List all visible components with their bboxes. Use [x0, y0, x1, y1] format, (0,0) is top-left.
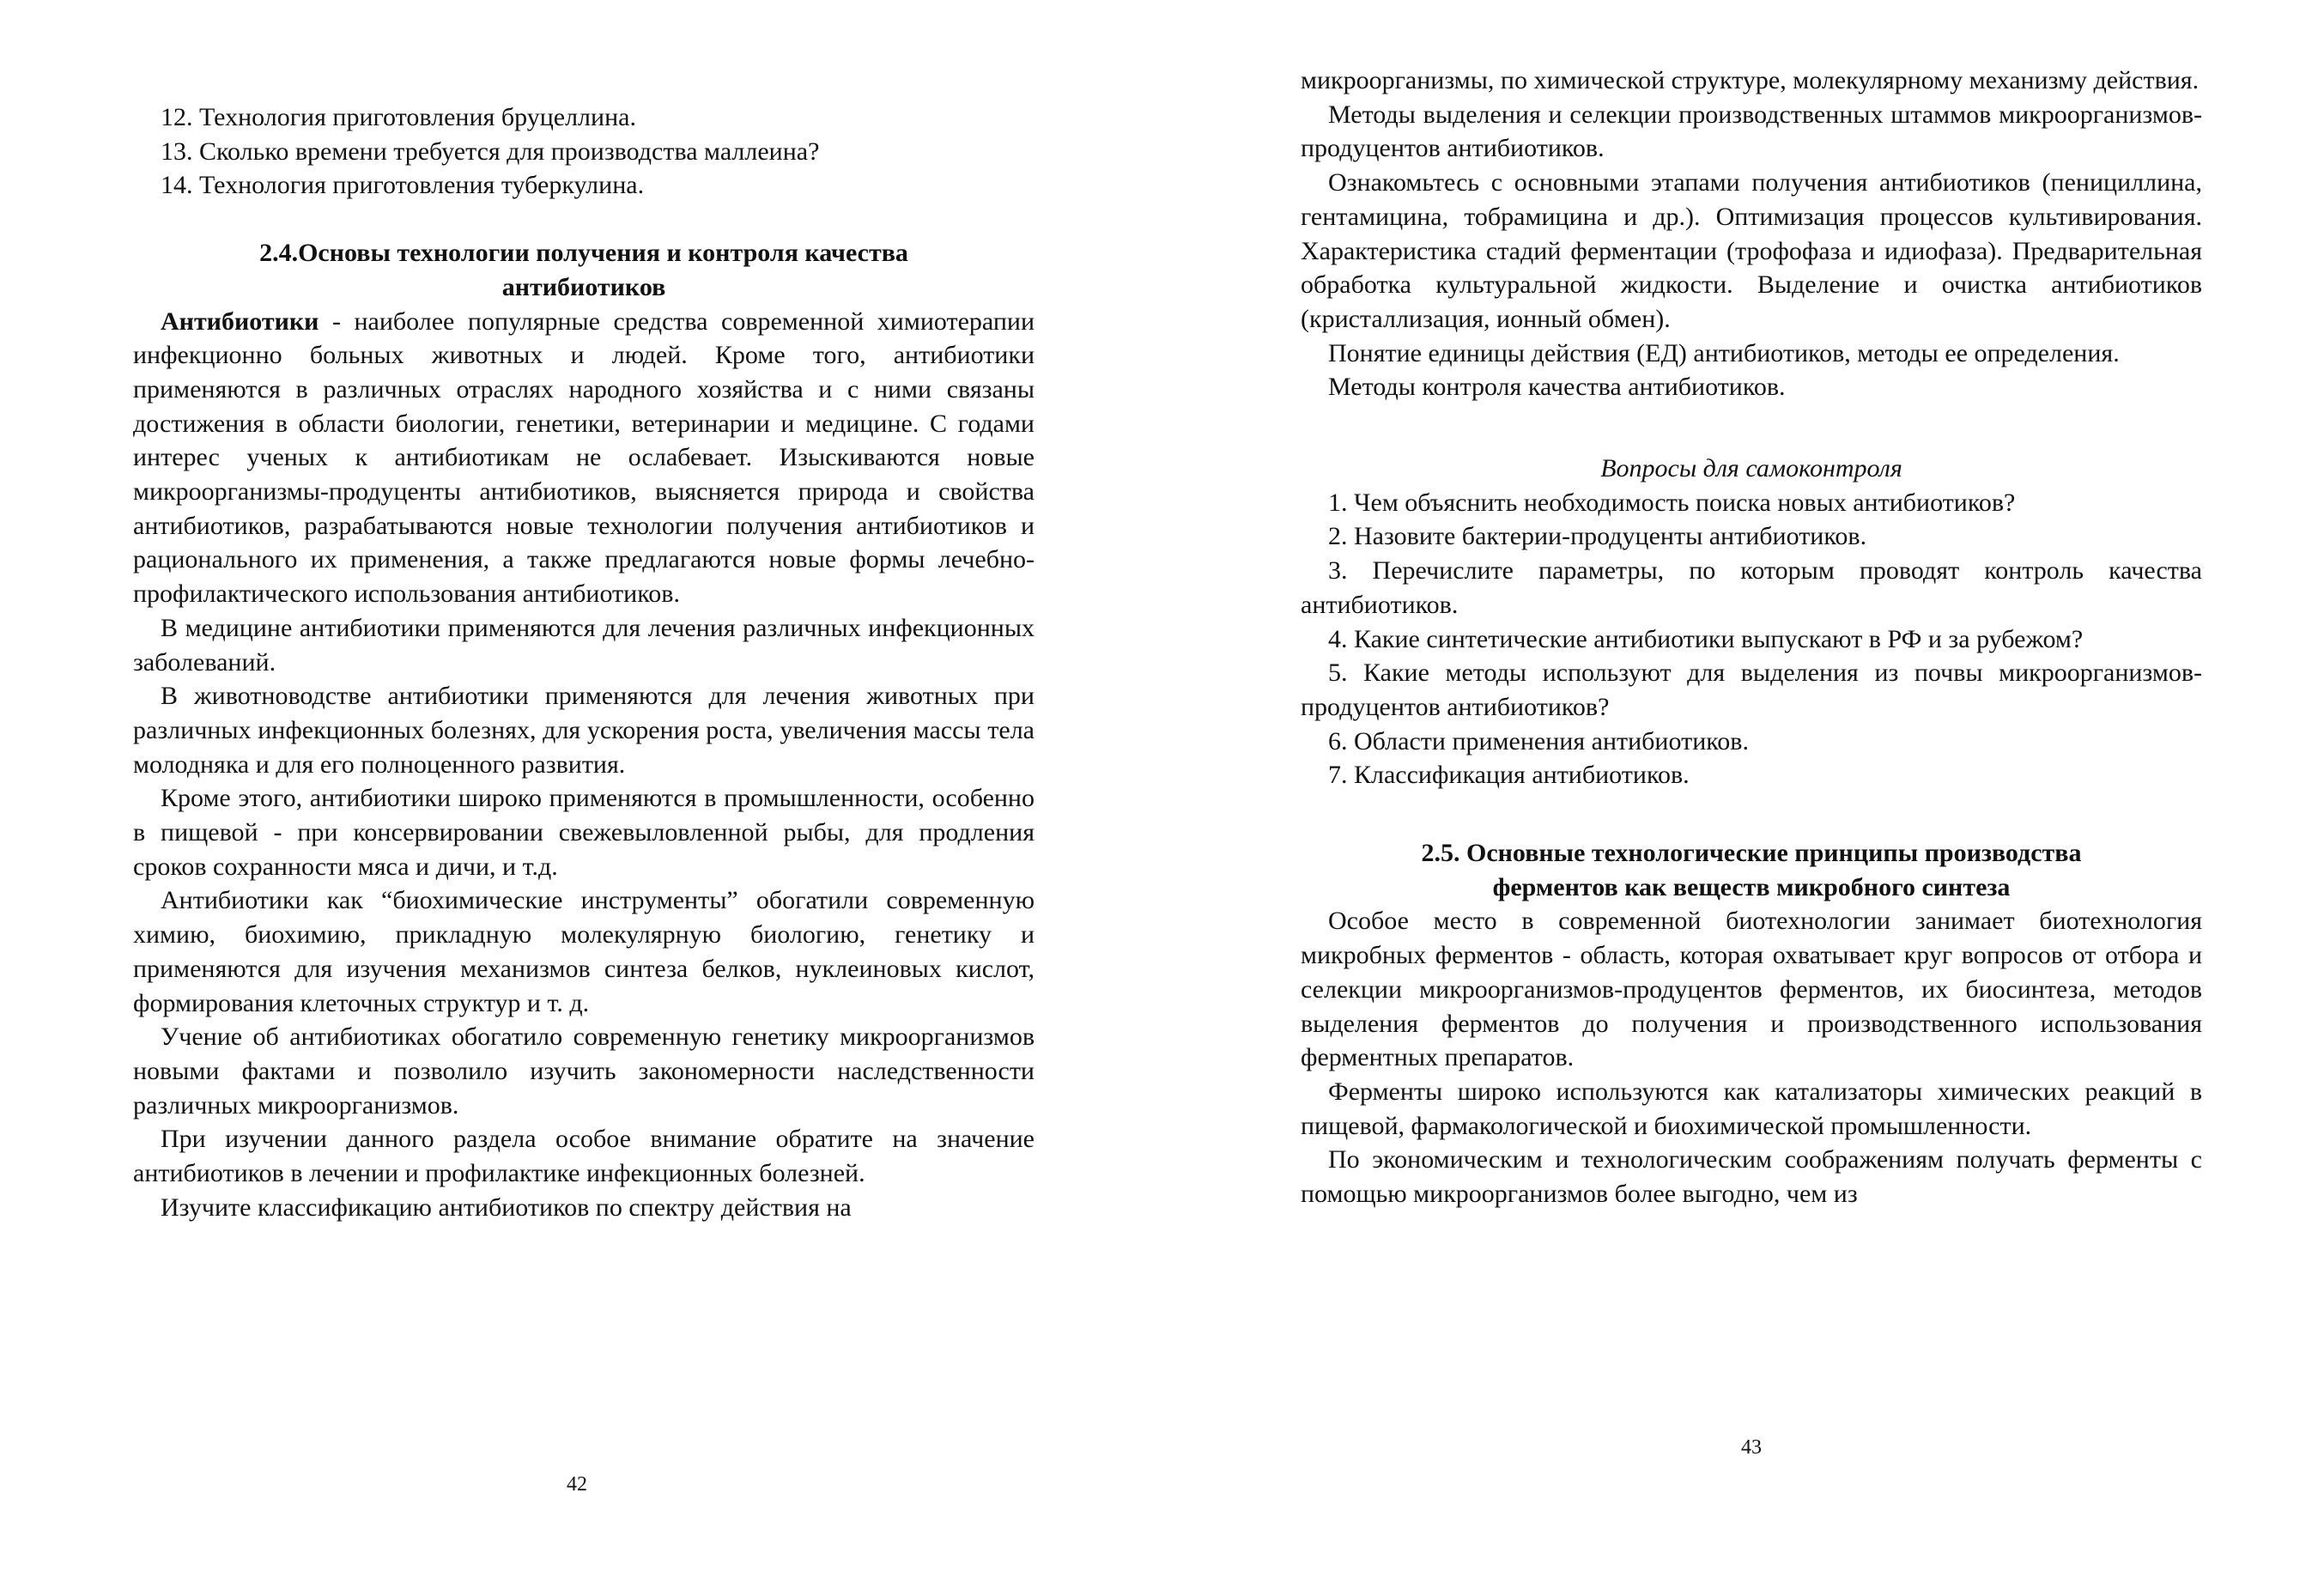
body-paragraph: Антибиотики как “биохимические инструменты” обогатили современную химию, биохимию, прикладную молекулярную биологию, генетику и применяются для изучения механизмов синтеза белков, нуклеиновых кислот, формирования клеточных структур и т. д. [133, 886, 1035, 1017]
body-paragraph: В медицине антибиотики применяются для лечения различных инфекционных заболеваний. [133, 613, 1035, 677]
body-paragraph: Учение об антибиотиках обогатило современную генетику микроорганизмов новыми фактами и позволило изучить закономерности наследственности различных микроорганизмов. [133, 1023, 1035, 1120]
page-number: 42 [567, 1473, 587, 1496]
section-heading-line: ферментов как веществ микробного синтеза [1492, 872, 2011, 901]
question-item: 5. Какие методы используют для выделения из почвы микроорганизмов-продуцентов антибиотиков? [1301, 658, 2202, 721]
body-paragraph: Кроме этого, антибиотики широко применяются в промышленности, особенно в пищевой - при консервировании свежевыловленной рыбы, для продления сроков сохранности мяса и дичи, и т.д. [133, 784, 1035, 881]
section-heading [1301, 836, 2202, 904]
intro-term: Антибиотики [161, 306, 319, 336]
body-paragraph: Ферменты широко используются как катализаторы химических реакций в пищевой, фармакологической и биохимической промышленности. [1301, 1077, 2202, 1140]
questions-heading: Вопросы для самоконтроля [1600, 454, 1902, 483]
question-item: 6. Области применения антибиотиков. [1328, 726, 1749, 756]
body-paragraph: Особое место в современной биотехнологии занимает биотехнология микробных ферментов - область, которая охватывает круг вопросов от отбора и селекции микроорганизмов-продуцентов ферментов, их биосинтеза, методов выделения ферментов до получения и производственного использования ферментных препаратов. [1301, 907, 2202, 1072]
body-paragraph: По экономическим и технологическим соображениям получать ферменты с помощью микроорганизмов более выгодно, чем из [1301, 1145, 2202, 1209]
section-heading [133, 236, 1035, 304]
question-item: 2. Назовите бактерии-продуценты антибиотиков. [1328, 522, 1867, 551]
body-paragraph: Ознакомьтесь с основными этапами получения антибиотиков (пенициллина, гентамицина, тобрамицина и др.). Оптимизация процессов культивирования. Характеристика стадий ферментации (трофофаза и идиофаза). Предварительная обработка культуральной жидкости. Выделение и очистка антибиотиков (кристаллизация, ионный обмен). [1301, 168, 2202, 333]
right-page [1301, 0, 2202, 1211]
body-paragraph: Изучите классификацию антибиотиков по спектру действия на [161, 1192, 852, 1222]
body-paragraph: Методы контроля качества антибиотиков. [1328, 373, 1786, 402]
intro-paragraph [133, 305, 1035, 611]
body-paragraph: В животноводстве антибиотики применяются для лечения животных при различных инфекционных болезнях, для ускорения роста, увеличения массы тела молодняка и для его полноценного развития. [133, 682, 1035, 779]
body-paragraph: Понятие единицы действия (ЕД) антибиотиков, методы ее определения. [1328, 338, 2120, 367]
body-paragraph: При изучении данного раздела особое внимание обратите на значение антибиотиков в лечении и профилактике инфекционных болезней. [133, 1125, 1035, 1188]
section-heading-line: 2.5. Основные технологические принципы производства [1421, 839, 2082, 868]
intro-text: - наиболее популярные средства современной химиотерапии инфекционно больных животных и людей. Кроме того, антибиотики применяются в различных отраслях народного хозяйства и с ними связаны достижения в области биологии, генетики, ветеринарии и медицине. С годами интерес ученых к антибиотикам не ослабевает. Изыскиваются новые микроорганизмы-продуценты антибиотиков, выясняется природа и свойства антибиотиков, разрабатываются новые технологии получения антибиотиков и рационального их применения, а также предлагаются новые формы лечебно-профилактического использования антибиотиков. [133, 306, 1035, 609]
list-item: 14. Технология приготовления туберкулина. [161, 171, 645, 200]
body-paragraph: Методы выделения и селекции производственных штаммов микроорганизмов-продуцентов антибиотиков. [1301, 100, 2202, 163]
list-item: 12. Технология приготовления бруцеллина. [161, 103, 636, 131]
question-item: 4. Какие синтетические антибиотики выпускают в РФ и за рубежом? [1328, 624, 2084, 653]
page-number: 43 [1741, 1436, 1762, 1459]
question-item: 3. Перечислите параметры, по которым проводят контроль качества антибиотиков. [1301, 556, 2202, 619]
question-item: 7. Классификация антибиотиков. [1328, 761, 1690, 790]
question-item: 1. Чем объяснить необходимость поиска новых антибиотиков? [1328, 488, 2016, 517]
body-paragraph: микроорганизмы, по химической структуре, молекулярному механизму действия. [1301, 66, 2200, 94]
section-heading-line: 2.4.Основы технологии получения и контроля качества [259, 239, 908, 268]
list-item: 13. Сколько времени требуется для производства маллеина? [161, 137, 820, 166]
section-heading-line: антибиотиков [501, 272, 666, 301]
left-page [133, 0, 1035, 1225]
